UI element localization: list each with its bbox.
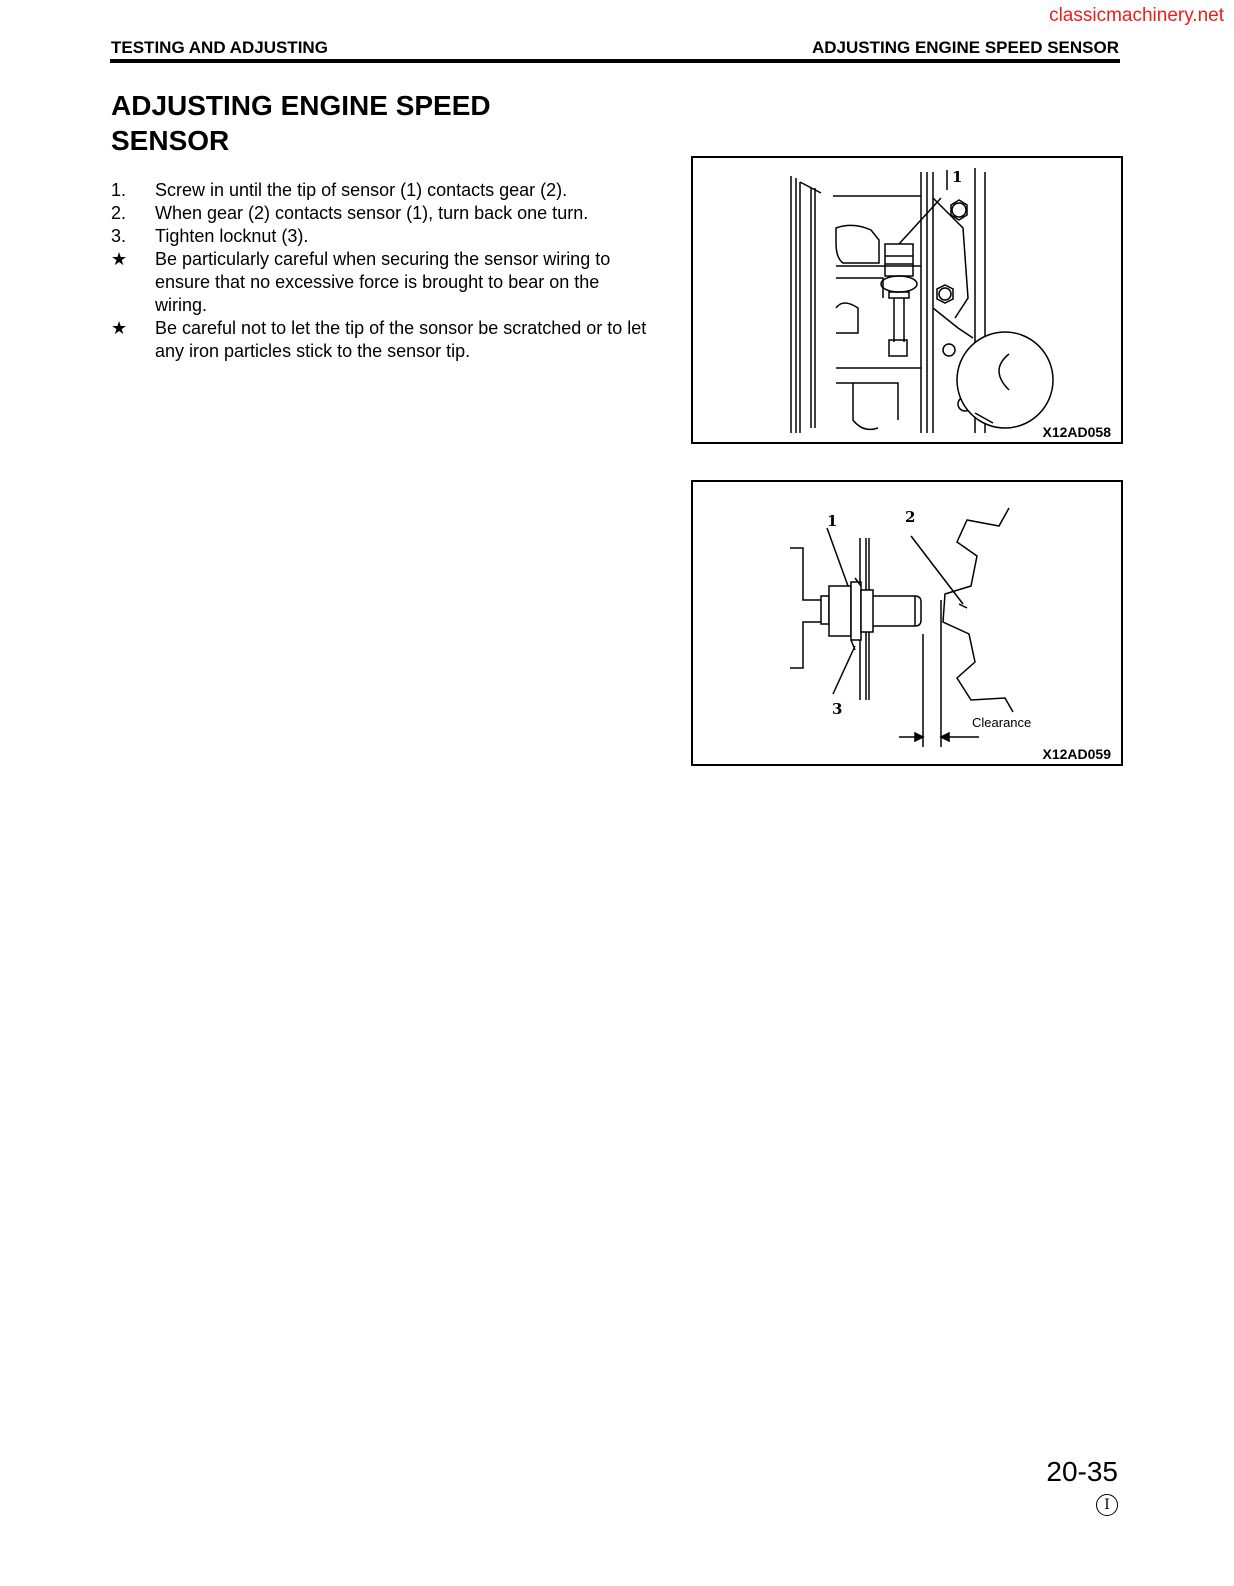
callout-sensor: 1 [952,168,963,186]
step-text: Screw in until the tip of sensor (1) contacts gear (2). [155,180,568,200]
callout-locknut: 3 [832,700,843,718]
list-item [111,202,656,225]
figure-code: X12AD059 [1042,746,1111,762]
figure-sensor-location [691,156,1123,444]
page-title-line-2: SENSOR [111,125,230,156]
step-marker: 2. [111,203,127,223]
header-section: TESTING AND ADJUSTING [111,38,328,57]
watermark: classicmachinery.net [1049,5,1224,26]
page-number: 20-35 [1046,1456,1118,1487]
callout-sensor: 1 [827,512,838,530]
list-item [111,179,656,202]
page-title-line-1: ADJUSTING ENGINE SPEED [111,90,491,121]
caution-text: Be careful not to let the tip of the sonsor be scratched or to let any iron particles stick to the sensor tip. [155,318,647,361]
clearance-label: Clearance [972,715,1032,730]
figure-sensor-clearance [691,480,1123,766]
step-text: Tighten locknut (3). [155,226,309,246]
figure-code: X12AD058 [1042,424,1111,440]
list-item [111,317,656,363]
list-item [111,248,656,317]
caution-star-icon: ★ [111,318,128,338]
step-marker: 1. [111,180,127,200]
callout-gear: 2 [905,508,916,526]
sensor-location-drawing [693,158,1121,442]
caution-star-icon: ★ [111,249,128,269]
list-item [111,225,656,248]
revision-mark-icon: I [1096,1494,1118,1516]
header-rule [110,59,1120,63]
page-title [111,88,491,158]
procedure-list [111,179,656,363]
header-title: ADJUSTING ENGINE SPEED SENSOR [811,38,1119,57]
caution-text: Be particularly careful when securing the sensor wiring to ensure that no excessive force is brought to bear on the wiring. [155,249,611,315]
step-marker: 3. [111,226,127,246]
step-text: When gear (2) contacts sensor (1), turn back one turn. [155,203,589,223]
